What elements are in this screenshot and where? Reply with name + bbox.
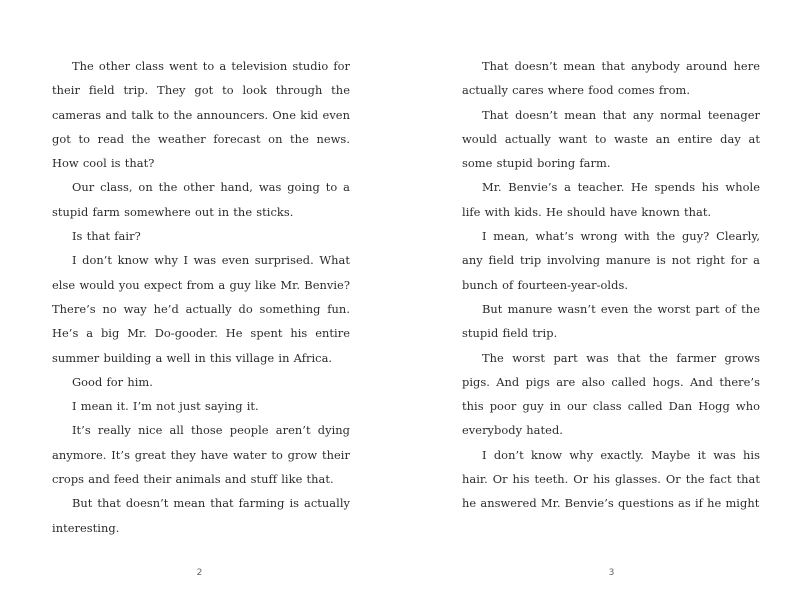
paragraph: I don’t know why exactly. Maybe it was his hair. Or his teeth. Or his glasses. Or the fact that he answered Mr. Benvie’s questions as if he might	[462, 447, 760, 511]
paragraph: Our class, on the other hand, was going to a stupid farm somewhere out in the sticks.	[52, 180, 350, 219]
paragraph: It’s really nice all those people aren’t dying anymore. It’s great they have water to grow their crops and feed their animals and stuff like that.	[52, 423, 350, 487]
paragraph: That doesn’t mean that anybody around here actually cares where food comes from.	[462, 59, 760, 98]
paragraph: Good for him.	[72, 374, 153, 389]
paragraph: That doesn’t mean that any normal teenager would actually want to waste an entire day at some stupid boring farm.	[462, 107, 760, 171]
right-page-text	[462, 54, 760, 516]
paragraph: The other class went to a television studio for their field trip. They got to look through the cameras and talk to the announcers. One kid even got to read the weather forecast on the news. How cool is that?	[52, 59, 350, 171]
right-page	[405, 0, 810, 608]
page-number: 3	[608, 568, 615, 578]
paragraph: I mean it. I’m not just saying it.	[72, 399, 259, 414]
paragraph: I mean, what’s wrong with the guy? Clearly, any field trip involving manure is not right for a bunch of fourteen-year-olds.	[462, 229, 760, 292]
page-number: 2	[196, 568, 203, 578]
paragraph: Is that fair?	[72, 229, 141, 244]
paragraph: The worst part was that the farmer grows pigs. And pigs are also called hogs. And there’s this poor guy in our class called Dan Hogg who everybody hated.	[462, 350, 760, 438]
paragraph: I don’t know why I was even surprised. What else would you expect from a guy like Mr. Benvie? There’s no way he’d actually do something fun. He’s a big Mr. Do-gooder. He spent his entire summer building a well in this village in Africa.	[52, 253, 350, 365]
paragraph: But that doesn’t mean that farming is actually interesting.	[52, 496, 350, 535]
paragraph: But manure wasn’t even the worst part of the stupid field trip.	[462, 301, 760, 341]
left-page-text	[52, 54, 350, 540]
paragraph: Mr. Benvie’s a teacher. He spends his whole life with kids. He should have known that.	[462, 180, 760, 219]
